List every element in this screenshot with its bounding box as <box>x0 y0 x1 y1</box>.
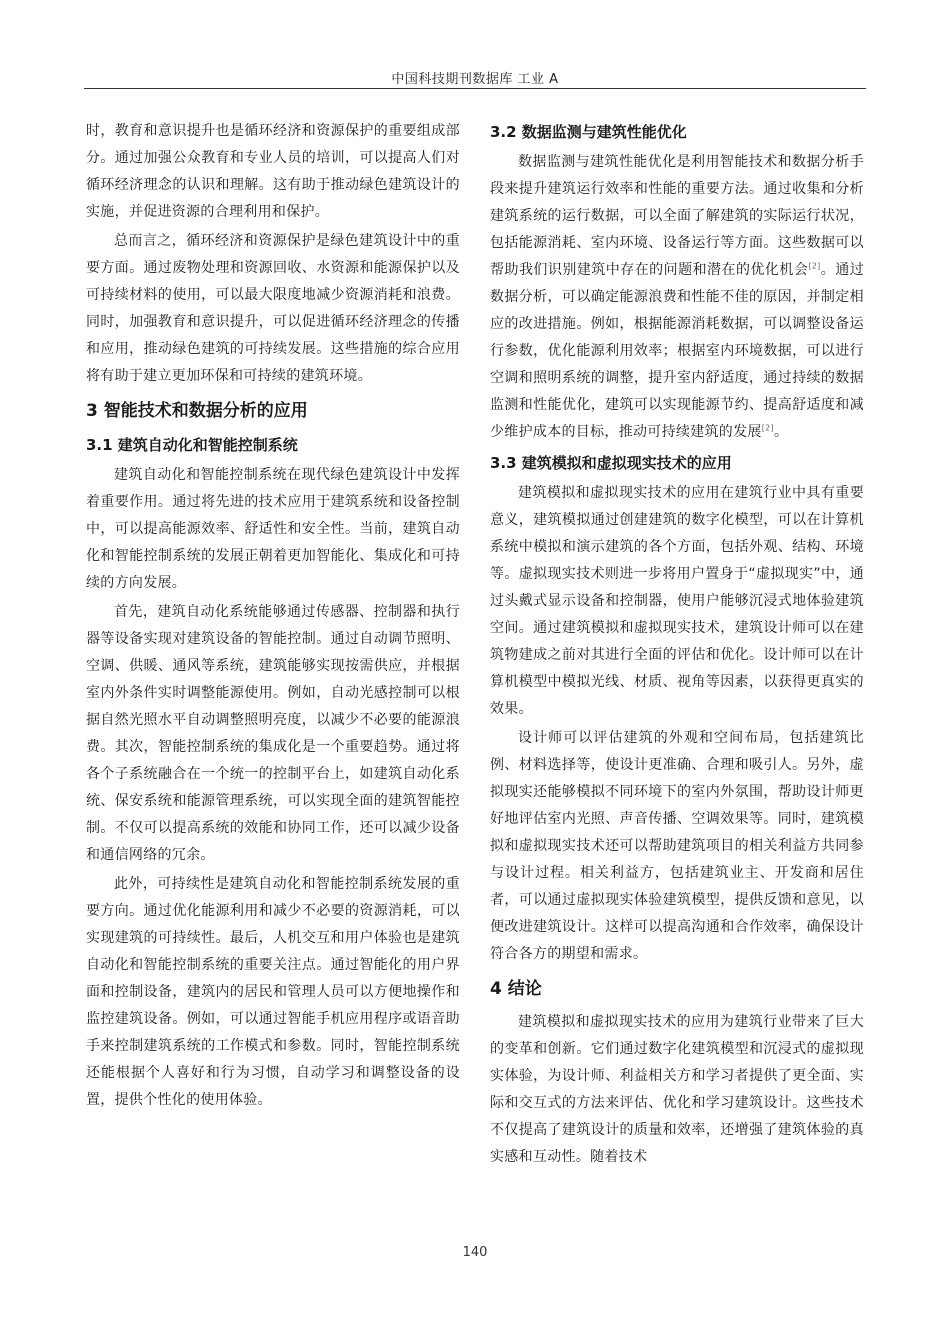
paragraph-conclusion: 建筑模拟和虚拟现实技术的应用为建筑行业带来了巨大的变革和创新。它们通过数字化建筑模型和沉浸式的虚拟现实体验，为设计师、利益相关方和学习者提供了更全面、实际和交互式的方法来评估、优化和学习建筑设计。这些技术不仅提高了建筑设计的质量和效率，还增强了建筑体验的真实感和互动性。随着技术 <box>490 1014 864 1165</box>
subsection-3-2-heading: 3.2 数据监测与建筑性能优化 <box>490 123 687 141</box>
paragraph: 设计师可以评估建筑的外观和空间布局，包括建筑比例、材料选择等，使设计更准确、合理和吸引人。另外，虚拟现实还能够模拟不同环境下的室内外氛围，帮助设计师更好地评估室内光照、声音传播、空调效果等。同时，建筑模拟和虚拟现实技术还可以帮助建筑项目的相关利益方共同参与设计过程。相关利益方，包括建筑业主、开发商和居住者，可以通过虚拟现实体验建筑模型，提供反馈和意见，以便改进建筑设计。这样可以提高沟通和合作效率，确保设计符合各方的期望和需求。 <box>490 730 864 962</box>
right-column <box>490 118 864 1171</box>
paragraph-data-monitoring <box>490 149 864 446</box>
paragraph-text: 。 <box>773 424 789 440</box>
paragraph-summary: 总而言之，循环经济和资源保护是绿色建筑设计中的重要方面。通过废物处理和资源回收、水资源和能源保护以及可持续材料的使用，可以最大限度地减少资源消耗和浪费。同时，加强教育和意识提升，可以促进循环经济理念的传播和应用，推动绿色建筑的可持续发展。这些措施的综合应用将有助于建立更加环保和可持续的建筑环境。 <box>86 233 460 384</box>
citation-ref[interactable]: [2] <box>808 261 821 271</box>
paragraph-text: 。通过数据分析，可以确定能源浪费和性能不佳的原因，并制定相应的改进措施。例如，根据能源消耗数据，可以调整设备运行参数，优化能源利用效率；根据室内环境数据，可以进行空调和照明系统的调整，提升室内舒适度，通过持续的数据监测和性能优化，建筑可以实现能源节约、提高舒适度和减少维护成本的目标，推动可持续建筑的发展 <box>490 262 864 440</box>
journal-header: 中国科技期刊数据库 工业 A <box>391 72 559 87</box>
paragraph: 建筑自动化和智能控制系统在现代绿色建筑设计中发挥着重要作用。通过将先进的技术应用于建筑系统和设备控制中，可以提高能源效率、舒适性和安全性。当前，建筑自动化和智能控制系统的发展正朝着更加智能化、集成化和可持续的方向发展。 <box>86 467 460 591</box>
section-4-heading: 4 结论 <box>490 979 542 999</box>
paragraph: 此外，可持续性是建筑自动化和智能控制系统发展的重要方向。通过优化能源利用和减少不必要的资源消耗，可以实现建筑的可持续性。最后，人机交互和用户体验也是建筑自动化和智能控制系统的重要关注点。通过智能化的用户界面和控制设备，建筑内的居民和管理人员可以方便地操作和监控建筑设备。例如，可以通过智能手机应用程序或语音助手来控制建筑系统的工作模式和参数。同时，智能控制系统还能根据个人喜好和行为习惯，自动学习和调整设备的设置，提供个性化的使用体验。 <box>86 876 460 1108</box>
page-number: 140 <box>462 1245 488 1260</box>
subsection-3-1-heading: 3.1 建筑自动化和智能控制系统 <box>86 436 298 454</box>
subsection-3-3-heading: 3.3 建筑模拟和虚拟现实技术的应用 <box>490 454 732 472</box>
left-column <box>86 118 460 1114</box>
paragraph-text: 数据监测与建筑性能优化是利用智能技术和数据分析手段来提升建筑运行效率和性能的重要方法。通过收集和分析建筑系统的运行数据，可以全面了解建筑的实际运行状况，包括能源消耗、室内环境、设备运行等方面。这些数据可以帮助我们识别建筑中存在的问题和潜在的优化机会 <box>490 154 864 278</box>
paragraph: 建筑模拟和虚拟现实技术的应用在建筑行业中具有重要意义，建筑模拟通过创建建筑的数字化模型，可以在计算机系统中模拟和演示建筑的各个方面，包括外观、结构、环境等。虚拟现实技术则进一步将用户置身于“虚拟现实”中，通过头戴式显示设备和控制器，使用户能够沉浸式地体验建筑空间。通过建筑模拟和虚拟现实技术，建筑设计师可以在建筑物建成之前对其进行全面的评估和优化。设计师可以在计算机模型中模拟光线、材质、视角等因素，以获得更真实的效果。 <box>490 485 864 717</box>
section-3-heading: 3 智能技术和数据分析的应用 <box>86 401 308 421</box>
citation-ref[interactable]: [2] <box>761 423 774 433</box>
paragraph: 首先，建筑自动化系统能够通过传感器、控制器和执行器等设备实现对建筑设备的智能控制。通过自动调节照明、空调、供暖、通风等系统，建筑能够实现按需供应，并根据室内外条件实时调整能源使用。例如，自动光感控制可以根据自然光照水平自动调整照明亮度，以减少不必要的能源浪费。其次，智能控制系统的集成化是一个重要趋势。通过将各个子系统融合在一个统一的控制平台上，如建筑自动化系统、保安系统和能源管理系统，可以实现全面的建筑智能控制。不仅可以提高系统的效能和协同工作，还可以减少设备和通信网络的冗余。 <box>86 604 460 863</box>
paragraph-continued: 时，教育和意识提升也是循环经济和资源保护的重要组成部分。通过加强公众教育和专业人员的培训，可以提高人们对循环经济理念的认识和理解。这有助于推动绿色建筑设计的实施，并促进资源的合理利用和保护。 <box>86 123 460 220</box>
header-divider <box>84 88 866 89</box>
